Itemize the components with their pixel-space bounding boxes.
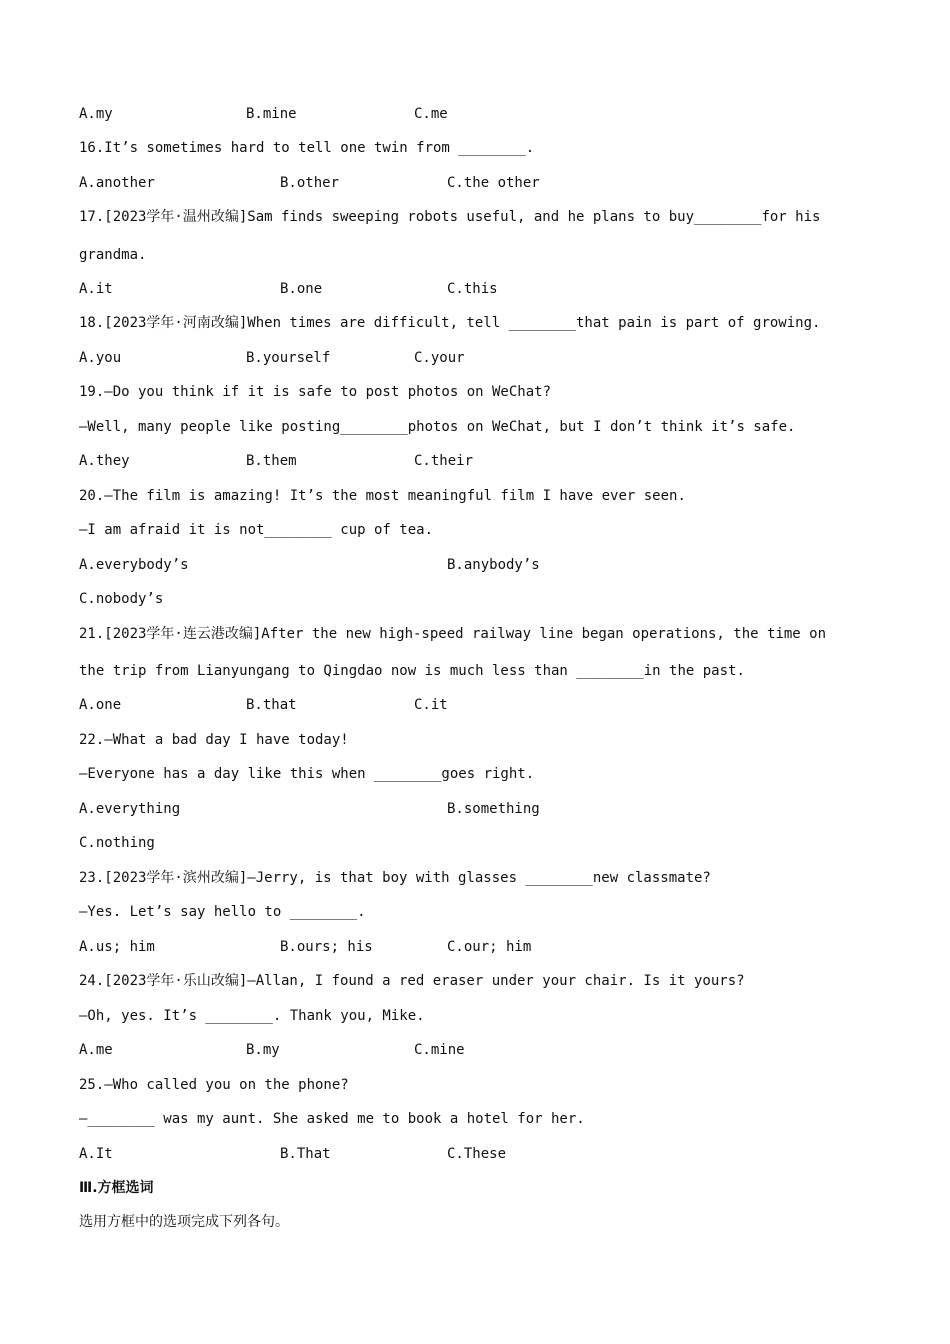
q16-stem: 16.It’s sometimes hard to tell one twin from ________.: [79, 140, 535, 156]
q20-option-c: C.nobody’s: [79, 591, 164, 607]
q24-stem-line2: —Oh, yes. It’s ________. Thank you, Mike.: [79, 1008, 425, 1024]
q23-option-c: C.our; him: [447, 939, 532, 955]
q24-stem-line1: 24.[2023学年·乐山改编]—Allan, I found a red eraser under your chair. Is it yours?: [79, 973, 745, 989]
q24-option-c: C.mine: [414, 1042, 465, 1058]
q19-stem-line2: —Well, many people like posting________photos on WeChat, but I don’t think it’s safe.: [79, 419, 796, 435]
q15-option-c: C.me: [414, 106, 448, 122]
q23-option-a: A.us; him: [79, 939, 155, 955]
q17-stem-line2: grandma.: [79, 247, 147, 263]
q17-option-b: B.one: [280, 281, 323, 297]
q15-option-b: B.mine: [246, 106, 297, 122]
q17-option-c: C.this: [447, 281, 498, 297]
q22-stem-line2: —Everyone has a day like this when ________goes right.: [79, 766, 535, 782]
q16-option-c: C.the other: [447, 175, 540, 191]
q19-option-c: C.their: [414, 453, 474, 469]
q20-stem-line2: —I am afraid it is not________ cup of tea.: [79, 522, 434, 538]
q24-option-a: A.me: [79, 1042, 113, 1058]
q21-option-c: C.it: [414, 697, 448, 713]
q23-option-b: B.ours; his: [280, 939, 373, 955]
q18-option-c: C.your: [414, 350, 465, 366]
q21-stem-line1: 21.[2023学年·连云港改编]After the new high-speed railway line began operations, the time on: [79, 626, 827, 642]
q24-option-b: B.my: [246, 1042, 280, 1058]
section-3-instruction: 选用方框中的选项完成下列各句。: [79, 1214, 289, 1230]
q18-stem: 18.[2023学年·河南改编]When times are difficult, tell ________that pain is part of growing.: [79, 315, 821, 331]
q17-stem-line1: 17.[2023学年·温州改编]Sam finds sweeping robots useful, and he plans to buy________for his: [79, 209, 821, 225]
q21-stem-line2: the trip from Lianyungang to Qingdao now is much less than ________in the past.: [79, 663, 745, 679]
q25-option-c: C.These: [447, 1146, 507, 1162]
q19-option-b: B.them: [246, 453, 297, 469]
q25-stem-line2: —________ was my aunt. She asked me to book a hotel for her.: [79, 1111, 585, 1127]
q16-option-b: B.other: [280, 175, 340, 191]
q18-option-a: A.you: [79, 350, 122, 366]
q23-stem-line2: —Yes. Let’s say hello to ________.: [79, 904, 366, 920]
q22-option-b: B.something: [447, 801, 540, 817]
q22-option-a: A.everything: [79, 801, 181, 817]
q22-option-c: C.nothing: [79, 835, 155, 851]
q17-option-a: A.it: [79, 281, 113, 297]
q19-stem-line1: 19.—Do you think if it is safe to post photos on WeChat?: [79, 384, 552, 400]
q19-option-a: A.they: [79, 453, 130, 469]
q25-option-b: B.That: [280, 1146, 331, 1162]
q20-stem-line1: 20.—The film is amazing! It’s the most meaningful film I have ever seen.: [79, 488, 686, 504]
q18-option-b: B.yourself: [246, 350, 331, 366]
q15-option-a: A.my: [79, 106, 113, 122]
section-3-title: Ⅲ.方框选词: [79, 1180, 154, 1196]
q20-option-a: A.everybody’s: [79, 557, 189, 573]
q25-option-a: A.It: [79, 1146, 113, 1162]
q21-option-b: B.that: [246, 697, 297, 713]
q22-stem-line1: 22.—What a bad day I have today!: [79, 732, 349, 748]
q21-option-a: A.one: [79, 697, 122, 713]
q16-option-a: A.another: [79, 175, 155, 191]
q20-option-b: B.anybody’s: [447, 557, 540, 573]
q23-stem-line1: 23.[2023学年·滨州改编]—Jerry, is that boy with glasses ________new classmate?: [79, 870, 711, 886]
q25-stem-line1: 25.—Who called you on the phone?: [79, 1077, 349, 1093]
